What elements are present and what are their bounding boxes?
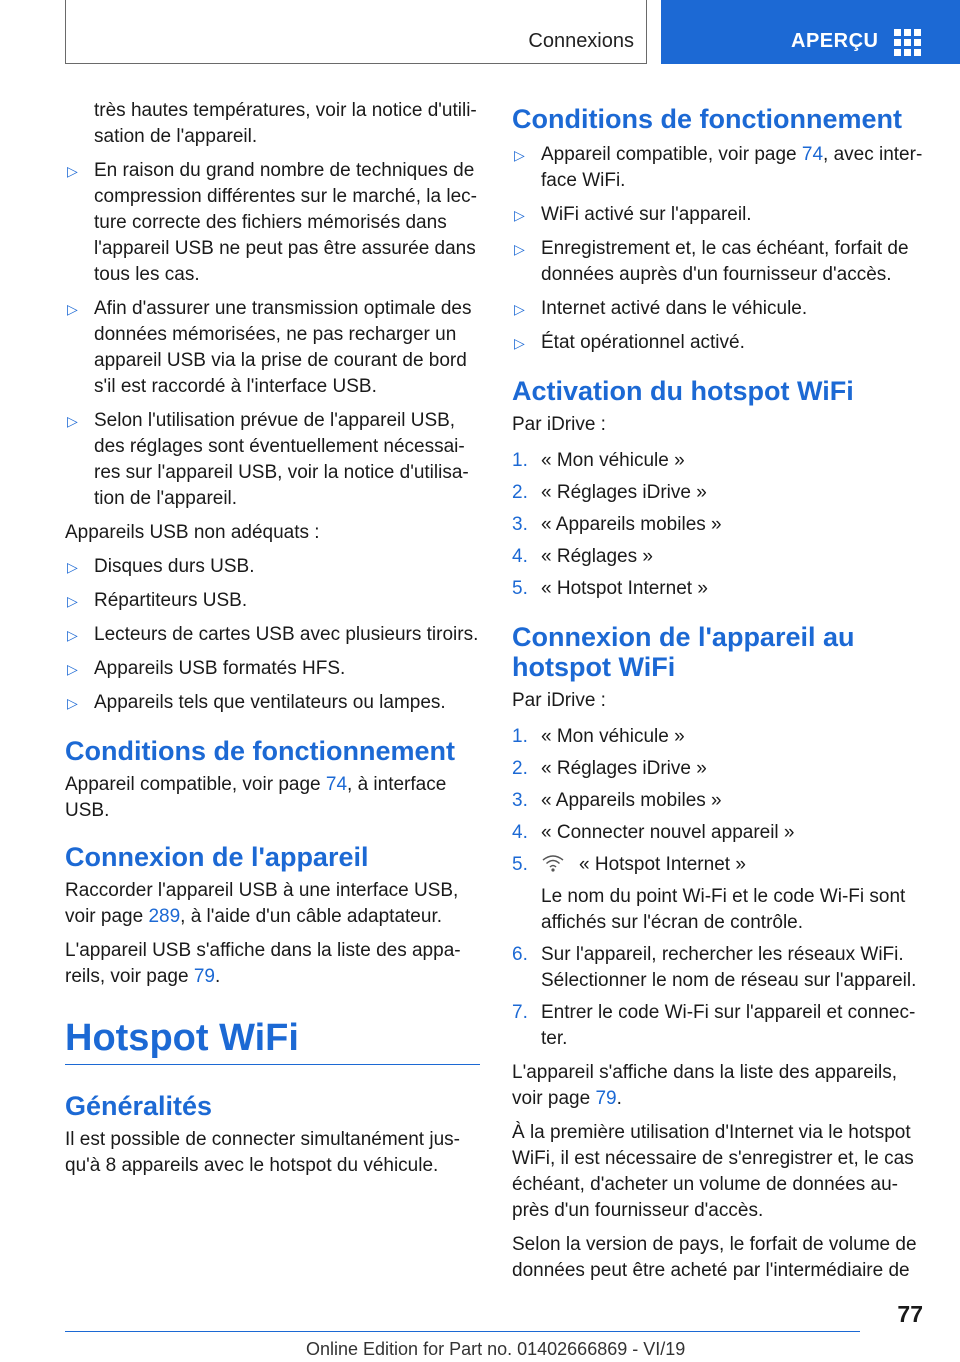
- chapter-title-block: [65, 1016, 480, 1065]
- heading-connect-hotspot: Connexion de l'appareil au hotspot WiFi: [512, 622, 855, 682]
- step-item: 4. « Réglages »: [512, 546, 653, 567]
- header-section-box: [65, 0, 647, 64]
- step-item: 2. « Réglages iDrive »: [512, 482, 707, 503]
- triangle-bullet-icon: ▷: [514, 207, 525, 223]
- triangle-bullet-icon: ▷: [67, 661, 78, 677]
- list-item: ▷ En raison du grand nombre de techniques de compression différentes sur le marché, la lec-ture correcte des fichiers mémorisés dans l'appareil USB ne peut pas être assurée dans tous les cas.: [67, 160, 477, 285]
- device-list-text: L'appareil s'affiche dans la liste des appareils, voir page 79.: [512, 1062, 898, 1109]
- triangle-bullet-icon: ▷: [67, 559, 78, 575]
- triangle-bullet-icon: ▷: [514, 147, 525, 163]
- wifi-icon: [541, 853, 565, 873]
- step-item: 3. « Appareils mobiles »: [512, 514, 722, 535]
- right-column: [512, 98, 924, 1292]
- country-text: Selon la version de pays, le forfait de volume de données peut être acheté par l'intermédiaire de: [512, 1234, 917, 1281]
- page-link[interactable]: 79: [193, 966, 215, 987]
- step-item: 1. « Mon véhicule »: [512, 450, 685, 471]
- overview-tab-label: APERÇU: [791, 30, 879, 52]
- list-item: ▷ Afin d'assurer une transmission optimale des données mémorisées, ne pas recharger un appareil USB via la prise de courant de bord s'il est raccordé à l'interface USB.: [67, 298, 472, 397]
- step-item: 7. Entrer le code Wi-Fi sur l'appareil et connec-ter.: [512, 1002, 916, 1049]
- step-item: 5. « Hotspot Internet »: [512, 578, 708, 599]
- heading-activation: Activation du hotspot WiFi: [512, 376, 854, 406]
- page-link[interactable]: 79: [595, 1088, 617, 1109]
- step-item: 4. « Connecter nouvel appareil »: [512, 822, 795, 843]
- list-item: ▷ Internet activé dans le véhicule.: [512, 296, 924, 322]
- list-item: ▷ Répartiteurs USB.: [65, 588, 480, 614]
- device-list-text: L'appareil USB s'affiche dans la liste des appa-reils, voir page 79.: [65, 940, 461, 987]
- triangle-bullet-icon: ▷: [67, 695, 78, 711]
- heading-device-connection: Connexion de l'appareil: [65, 842, 369, 872]
- unsuitable-intro: Appareils USB non adéquats :: [65, 522, 320, 543]
- footer-divider: [65, 1331, 860, 1332]
- list-item: ▷ Lecteurs de cartes USB avec plusieurs tiroirs.: [65, 622, 480, 648]
- triangle-bullet-icon: ▷: [514, 335, 525, 351]
- general-text: Il est possible de connecter simultanément jus-qu'à 8 appareils avec le hotspot du véhicule.: [65, 1129, 460, 1176]
- list-item: ▷ Appareil compatible, voir page 74, avec inter-face WiFi.: [514, 144, 923, 191]
- triangle-bullet-icon: ▷: [67, 301, 78, 317]
- heading-conditions: Conditions de fonctionnement: [65, 736, 455, 766]
- edition-footer: Online Edition for Part no. 01402666869 - VI/19: [306, 1339, 686, 1359]
- step-item: 6. Sur l'appareil, rechercher les réseaux WiFi. Sélectionner le nom de réseau sur l'appareil.: [512, 944, 917, 991]
- list-item: ▷ Appareils tels que ventilateurs ou lampes.: [65, 690, 480, 716]
- grid-menu-icon[interactable]: [894, 29, 922, 57]
- triangle-bullet-icon: ▷: [514, 241, 525, 257]
- list-item: ▷ Appareils USB formatés HFS.: [65, 656, 480, 682]
- list-item: ▷ WiFi activé sur l'appareil.: [512, 202, 924, 228]
- step-item: 2. « Réglages iDrive »: [512, 758, 707, 779]
- via-idrive: Par iDrive :: [512, 414, 606, 435]
- via-idrive: Par iDrive :: [512, 690, 606, 711]
- step-note: Le nom du point Wi-Fi et le code Wi-Fi sont affichés sur l'écran de contrôle.: [541, 886, 906, 933]
- list-item: ▷ Enregistrement et, le cas échéant, forfait de données auprès d'un fournisseur d'accès.: [514, 238, 909, 285]
- continued-bullet-text: très hautes températures, voir la notice d'utili-sation de l'appareil.: [94, 100, 477, 147]
- triangle-bullet-icon: ▷: [67, 413, 78, 429]
- triangle-bullet-icon: ▷: [67, 163, 78, 179]
- heading-conditions: Conditions de fonctionnement: [512, 104, 902, 134]
- overview-tab[interactable]: [661, 0, 960, 64]
- step-item: 5. « Hotspot Internet »: [512, 854, 746, 875]
- left-column: [65, 98, 480, 1187]
- triangle-bullet-icon: ▷: [514, 301, 525, 317]
- step-item: 3. « Appareils mobiles »: [512, 790, 722, 811]
- page-link[interactable]: 74: [801, 144, 824, 165]
- triangle-bullet-icon: ▷: [67, 593, 78, 609]
- heading-general: Généralités: [65, 1091, 213, 1121]
- first-use-text: À la première utilisation d'Internet via le hotspot WiFi, il est nécessaire de s'enregistrer et, le cas échéant, d'acheter un volume de données au-près d'un fournisseur d'accès.: [512, 1122, 914, 1221]
- conditions-text: Appareil compatible, voir page 74, à interface USB.: [65, 774, 447, 821]
- page-link[interactable]: 289: [148, 906, 181, 927]
- chapter-title: Hotspot WiFi: [65, 1017, 299, 1059]
- step-item: 1. « Mon véhicule »: [512, 726, 685, 747]
- connect-text: Raccorder l'appareil USB à une interface USB, voir page 289, à l'aide d'un câble adaptateur.: [65, 880, 459, 927]
- list-item: ▷ Disques durs USB.: [65, 554, 480, 580]
- page-link[interactable]: 74: [325, 774, 348, 795]
- list-item: ▷ État opérationnel activé.: [512, 330, 924, 356]
- page-number: 77: [897, 1301, 923, 1327]
- triangle-bullet-icon: ▷: [67, 627, 78, 643]
- section-title: Connexions: [528, 30, 634, 52]
- list-item: ▷ Selon l'utilisation prévue de l'appareil USB, des réglages sont éventuellement nécessai-res sur l'appareil USB, voir la notice d'utilisa-tion de l'appareil.: [67, 410, 469, 509]
